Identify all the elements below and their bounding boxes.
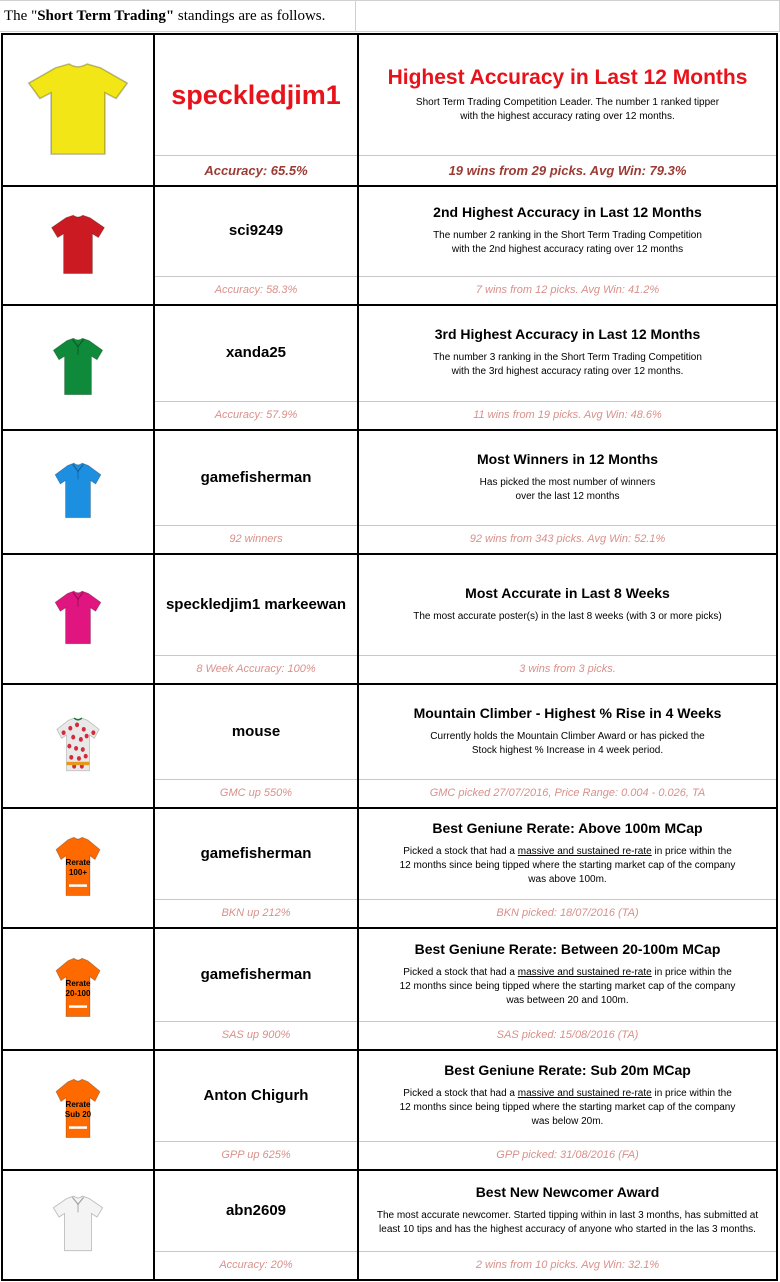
intro-text: The "Short Term Trading" standings are as follows.: [0, 1, 356, 32]
shirt-cell: [3, 1169, 155, 1279]
winner-name: speckledjim1: [171, 79, 341, 110]
intro-row: [0, 0, 780, 32]
standings-row: [1, 429, 778, 555]
winner-stat: 92 winners: [155, 525, 357, 553]
award-description-line: Picked a stock that had a massive and sustained re-rate in price within the: [403, 845, 732, 857]
award-detail: 7 wins from 12 picks. Avg Win: 41.2%: [359, 276, 776, 304]
award-title: Most Winners in 12 Months: [476, 450, 659, 467]
shirt-cell: [3, 429, 155, 553]
winner-cell: [155, 35, 359, 185]
standings-row: [1, 553, 778, 685]
standings-row: [1, 1049, 778, 1171]
award-title: 2nd Highest Accuracy in Last 12 Months: [433, 204, 702, 220]
orange-rerate-shirt-icon: [53, 1078, 103, 1140]
award-description-line: over the last 12 months: [515, 490, 620, 502]
award-title: Mountain Climber - Highest % Rise in 4 Weeks: [413, 704, 722, 721]
winner-stat: 8 Week Accuracy: 100%: [155, 655, 357, 683]
award-description-line: Stock highest % Increase in 4 week period.: [471, 744, 664, 756]
yellow-tshirt-icon: [22, 62, 134, 158]
award-detail: BKN picked: 18/07/2016 (TA): [359, 899, 776, 927]
award-description-line: was below 20m.: [531, 1115, 604, 1127]
pink-polo-icon: [52, 590, 104, 646]
shirt-cell: [3, 304, 155, 429]
winner-stat: BKN up 212%: [155, 899, 357, 927]
award-cell: [359, 553, 776, 683]
shirt-cell: [3, 35, 155, 185]
award-description-line: with the 3rd highest accuracy rating over 12 months.: [451, 366, 684, 377]
white-polo-icon: [50, 1195, 106, 1253]
green-polo-icon: [50, 337, 106, 397]
winner-stat: GPP up 625%: [155, 1141, 357, 1169]
award-cell: [359, 304, 776, 429]
award-description-line: was between 20 and 100m.: [506, 994, 629, 1006]
winner-name: mouse: [231, 722, 281, 740]
winner-stat: SAS up 900%: [155, 1021, 357, 1049]
award-description-line: The number 2 ranking in the Short Term Trading Competition: [433, 230, 702, 241]
polka-dot-jersey-icon: [54, 717, 102, 773]
award-cell: [359, 1169, 776, 1279]
award-description-line: 12 months since being tipped where the starting market cap of the company: [399, 859, 736, 871]
shirt-cell: [3, 185, 155, 304]
winner-name: gamefisherman: [200, 468, 312, 486]
winner-stat: Accuracy: 57.9%: [155, 401, 357, 429]
winner-stat: Accuracy: 65.5%: [155, 155, 357, 185]
award-title: Best New Newcomer Award: [475, 1183, 660, 1200]
shirt-label: Rerate Sub 20: [64, 1100, 92, 1120]
award-cell: [359, 927, 776, 1049]
award-detail: 11 wins from 19 picks. Avg Win: 48.6%: [359, 401, 776, 429]
standings-row: [1, 185, 778, 306]
award-title: Best Geniune Rerate: Above 100m MCap: [432, 819, 703, 836]
award-description-line: Has picked the most number of winners: [479, 476, 656, 488]
award-cell: [359, 1049, 776, 1169]
award-description-line: with the highest accuracy rating over 12 months.: [460, 111, 675, 122]
winner-stat: GMC up 550%: [155, 779, 357, 807]
winner-name: gamefisherman: [200, 965, 312, 983]
winner-cell: [155, 304, 359, 429]
shirt-cell: [3, 807, 155, 927]
award-description-line: The number 3 ranking in the Short Term Trading Competition: [433, 352, 702, 363]
intro-empty-cell: [356, 1, 780, 32]
winner-cell: [155, 185, 359, 304]
shirt-cell: [3, 553, 155, 683]
award-detail: 19 wins from 29 picks. Avg Win: 79.3%: [359, 155, 776, 185]
award-title: Highest Accuracy in Last 12 Months: [387, 66, 748, 89]
shirt-cell: [3, 1049, 155, 1169]
award-cell: [359, 185, 776, 304]
standings-row: [1, 807, 778, 929]
winner-name: xanda25: [225, 344, 287, 361]
winner-cell: [155, 683, 359, 807]
winner-name: Anton Chigurh: [203, 1086, 309, 1104]
red-tshirt-icon: [48, 214, 108, 276]
award-cell: [359, 429, 776, 553]
award-description-line: 12 months since being tipped where the starting market cap of the company: [399, 1101, 736, 1113]
award-description-line: The most accurate poster(s) in the last 8 weeks (with 3 or more picks): [413, 610, 722, 622]
winner-name: abn2609: [225, 1201, 287, 1219]
award-description-line: Picked a stock that had a massive and sustained re-rate in price within the: [403, 1087, 732, 1099]
award-detail: 92 wins from 343 picks. Avg Win: 52.1%: [359, 525, 776, 553]
winner-cell: [155, 429, 359, 553]
award-cell: [359, 807, 776, 927]
award-title: Best Geniune Rerate: Sub 20m MCap: [444, 1061, 691, 1078]
award-detail: SAS picked: 15/08/2016 (TA): [359, 1021, 776, 1049]
winner-name: sci9249: [228, 222, 284, 239]
award-detail: 2 wins from 10 picks. Avg Win: 32.1%: [359, 1251, 776, 1279]
winner-name: speckledjim1 markeewan: [165, 595, 347, 613]
standings-row: [1, 33, 778, 187]
standings-row: [1, 683, 778, 809]
shirt-cell: [3, 683, 155, 807]
award-cell: [359, 35, 776, 185]
standings-row: [1, 927, 778, 1051]
shirt-label: Rerate 100+: [65, 858, 91, 878]
winner-stat: Accuracy: 58.3%: [155, 276, 357, 304]
winner-cell: [155, 1169, 359, 1279]
orange-rerate-shirt-icon: [53, 957, 103, 1019]
standings-row: [1, 1169, 778, 1281]
winner-cell: [155, 553, 359, 683]
standings-row: [1, 304, 778, 431]
orange-rerate-shirt-icon: [53, 836, 103, 898]
award-description-line: least 10 tips and has the highest accuracy of anyone who started in the las 3 months.: [379, 1223, 756, 1235]
winner-stat: Accuracy: 20%: [155, 1251, 357, 1279]
award-description-line: was above 100m.: [528, 873, 607, 885]
winner-cell: [155, 927, 359, 1049]
award-description-line: Short Term Trading Competition Leader. The number 1 ranked tipper: [415, 97, 720, 108]
award-description-line: The most accurate newcomer. Started tipping within in last 3 months, has submitted at: [376, 1209, 759, 1221]
shirt-cell: [3, 927, 155, 1049]
award-title: Best Geniune Rerate: Between 20-100m MCap: [414, 940, 721, 957]
award-detail: GMC picked 27/07/2016, Price Range: 0.004 - 0.026, TA: [359, 779, 776, 807]
winner-name: gamefisherman: [200, 844, 312, 862]
award-description-line: 12 months since being tipped where the starting market cap of the company: [399, 980, 736, 992]
award-description-line: with the 2nd highest accuracy rating over 12 months: [451, 244, 684, 255]
award-cell: [359, 683, 776, 807]
award-detail: GPP picked: 31/08/2016 (FA): [359, 1141, 776, 1169]
award-description-line: Currently holds the Mountain Climber Award or has picked the: [430, 730, 705, 742]
shirt-label: Rerate 20-100: [65, 979, 91, 999]
award-description-line: Picked a stock that had a massive and sustained re-rate in price within the: [403, 966, 732, 978]
award-detail: 3 wins from 3 picks.: [359, 655, 776, 683]
award-title: 3rd Highest Accuracy in Last 12 Months: [434, 326, 701, 342]
winner-cell: [155, 1049, 359, 1169]
award-title: Most Accurate in Last 8 Weeks: [465, 584, 670, 601]
winner-cell: [155, 807, 359, 927]
blue-polo-icon: [52, 462, 104, 520]
